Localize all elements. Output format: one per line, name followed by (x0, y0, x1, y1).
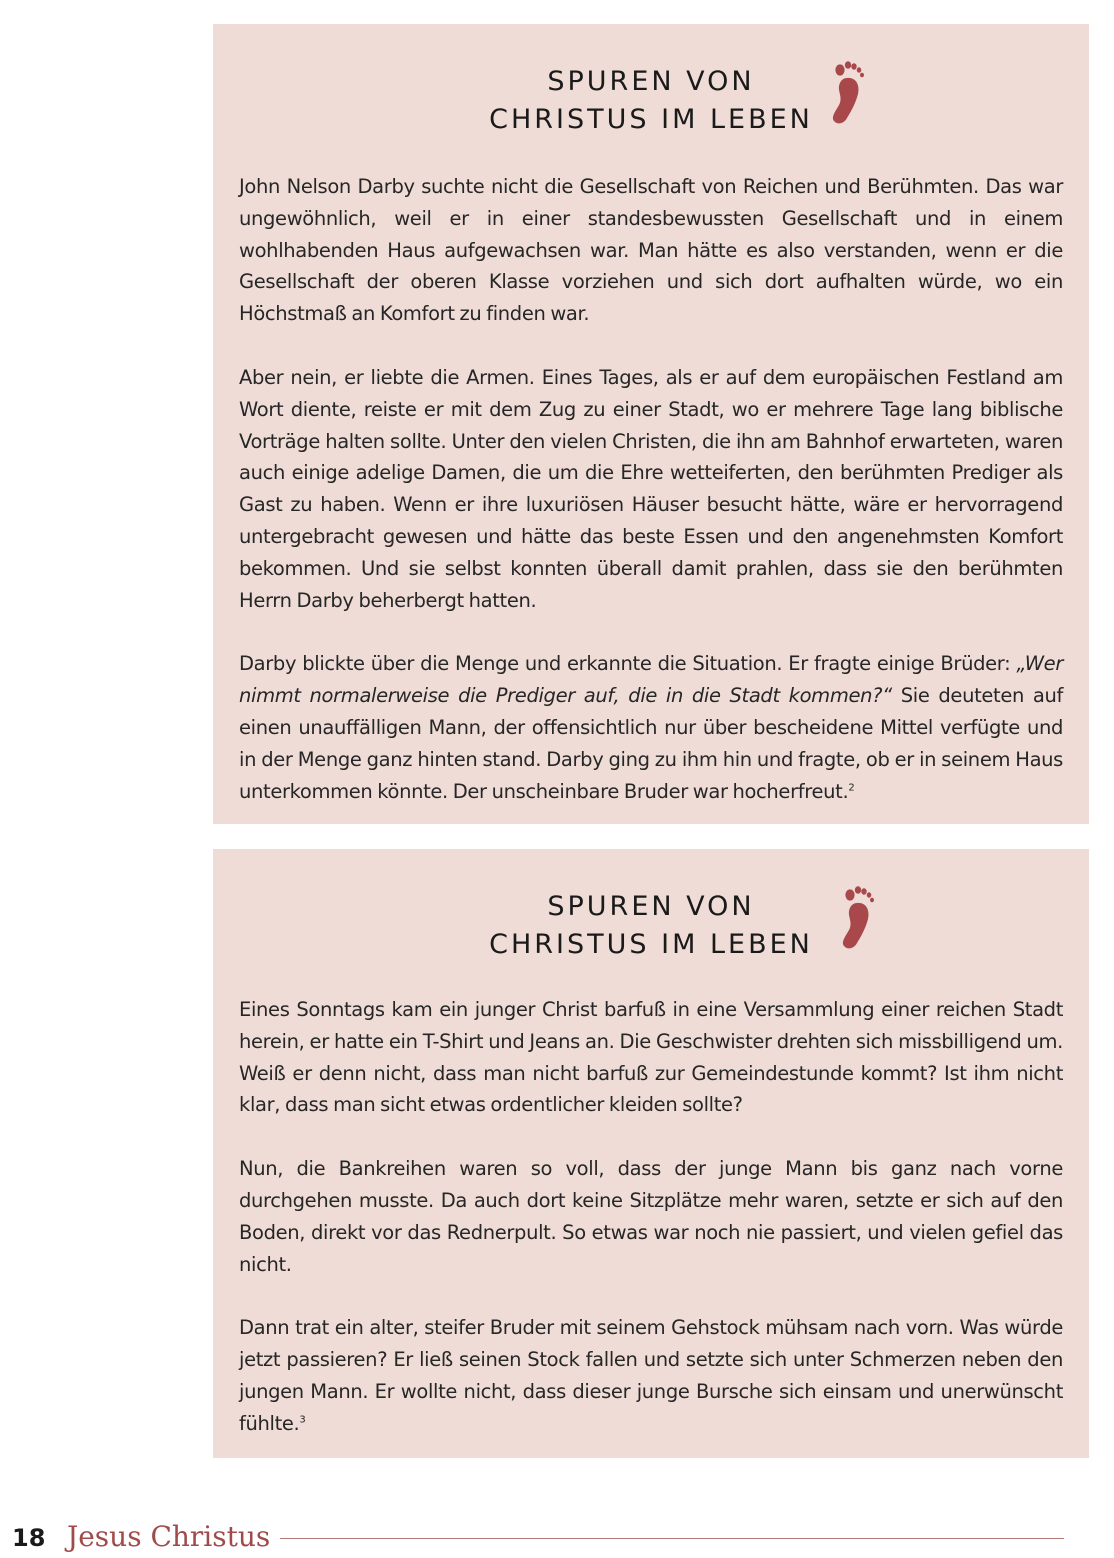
heading-line-2: CHRISTUS IM LEBEN (489, 104, 813, 135)
paragraph-text: Dann trat ein alter, steifer Bruder mit seinem Gehstock mühsam nach vorn. Was würde jetzt passieren? Er ließ seinen Stock fallen und setzte sich unter Schmerzen neben den jungen Mann. Er wollte nicht, dass dieser junge Bursche sich einsam und unerwünscht fühlte. (239, 1316, 1063, 1435)
heading-line-1: SPUREN VON (547, 66, 755, 97)
paragraph (239, 1312, 1063, 1439)
paragraph: John Nelson Darby suchte nicht die Gesellschaft von Reichen und Berühmten. Das war ungewöhnlich, weil er in einer standesbewussten Gesellschaft und in einem wohlhabenden Haus aufgewachsen war. Man hätte es also verstanden, wenn er die Gesellschaft der oberen Klasse vorziehen und sich dort aufhalten würde, wo ein Höchstmaß an Komfort zu finden war. (239, 175, 1063, 326)
box-body (239, 171, 1063, 807)
page-number: 18 (12, 1524, 46, 1552)
footnote-marker: 2 (848, 782, 855, 794)
sidebar-box-2 (213, 849, 1089, 1458)
footprint-icon (825, 58, 865, 130)
paragraph: Eines Sonntags kam ein junger Christ barfuß in eine Versammlung einer reichen Stadt herein, er hatte ein T-Shirt und Jeans an. Die Geschwister drehten sich missbilligend um. Weiß er denn nicht, dass man nicht barfuß zur Gemeindestunde kommt? Ist ihm nicht klar, dass man sicht etwas ordentlicher kleiden sollte? (239, 998, 1063, 1117)
footnote-marker: 3 (299, 1414, 306, 1426)
page-footer (0, 1518, 1114, 1558)
box-heading (239, 849, 1063, 964)
heading-line-1: SPUREN VON (547, 891, 755, 922)
heading-line-2: CHRISTUS IM LEBEN (489, 929, 813, 960)
paragraph: Aber nein, er liebte die Armen. Eines Tages, als er auf dem europäischen Festland am Wort diente, reiste er mit dem Zug zu einer Stadt, wo er mehrere Tage lang biblische Vorträge halten sollte. Unter den vielen Christen, die ihn am Bahnhof erwarteten, waren auch einige adelige Damen, die um die Ehre wetteiferten, den berühmten Prediger als Gast zu haben. Wenn er ihre luxuriösen Häuser besucht hätte, wäre er hervorragend untergebracht gewesen und hätte das beste Essen und den angenehmsten Komfort bekommen. Und sie selbst konnten überall damit prahlen, dass sie den berühmten Herrn Darby beherbergt hatten. (239, 365, 1063, 612)
paragraph-text: Darby blickte über die Menge und erkannte die Situation. Er fragte einige Brüder: (239, 652, 1017, 676)
paragraph-text: Sie deuteten auf einen unauffälligen Mann, der offensichtlich nur über bescheidene Mittel verfügte und in der Menge ganz hinten stand. Darby ging zu ihm hin und fragte, ob er in seinem Haus unterkommen könnte. Der unscheinbare Bruder war hocherfreut. (239, 684, 1063, 803)
sidebar-box-1 (213, 24, 1089, 824)
running-title: Jesus Christus (67, 1520, 271, 1553)
paragraph (239, 648, 1063, 807)
footprint-icon (835, 883, 875, 955)
box-body (239, 994, 1063, 1440)
footer-rule (280, 1538, 1064, 1539)
box-heading (239, 24, 1063, 139)
paragraph: Nun, die Bankreihen waren so voll, dass der junge Mann bis ganz nach vorne durchgehen musste. Da auch dort keine Sitzplätze mehr waren, setzte er sich auf den Boden, direkt vor das Rednerpult. So etwas war noch nie passiert, und vielen gefiel das nicht. (239, 1157, 1063, 1276)
quote: „Wer nimmt normalerweise die Prediger auf, die in die Stadt kommen?“ (239, 652, 1063, 708)
